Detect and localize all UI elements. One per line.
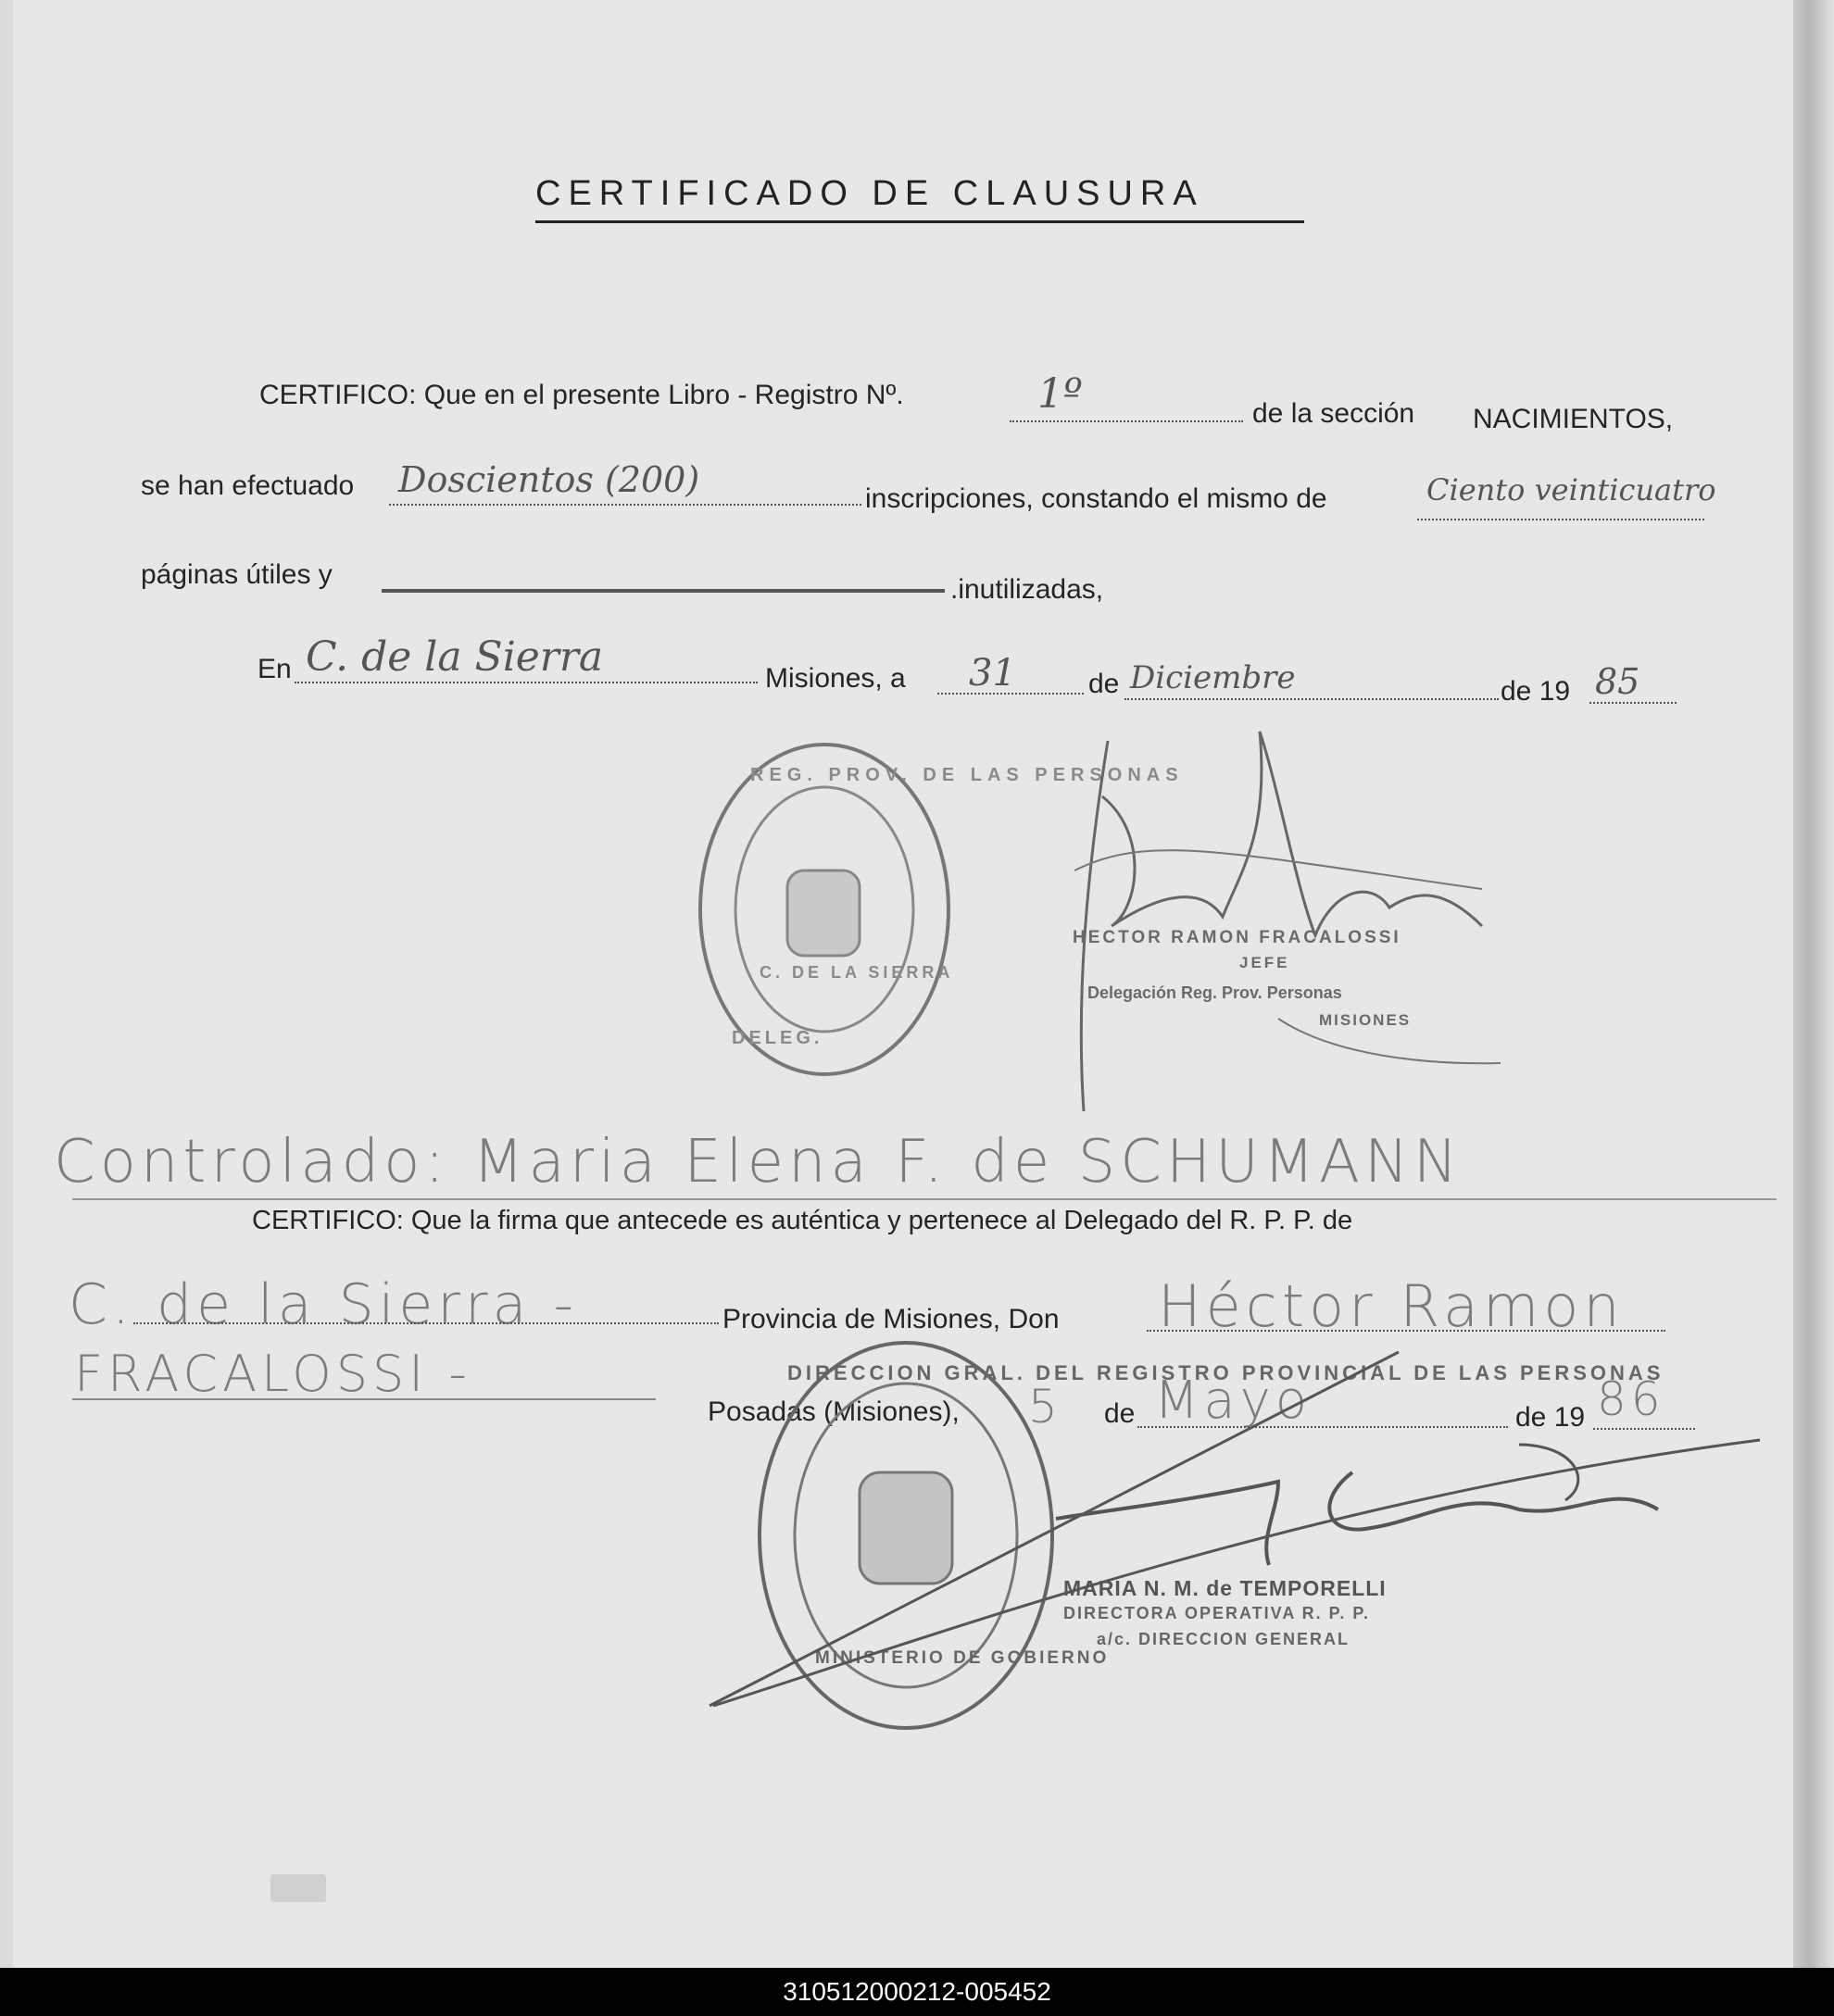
dia-hw: 31 [969, 652, 1016, 695]
cert1-line2-text: se han efectuado [141, 470, 355, 501]
first-stamp-line3: Delegación Reg. Prov. Personas [1087, 983, 1342, 1002]
cert2-line1-text: CERTIFICO: Que la firma que antecede es auténtica y pertenece al Delegado del R. P. P. de [252, 1206, 1353, 1235]
cert2-anio-hw: 86 [1597, 1372, 1665, 1426]
first-stamp-line1: HECTOR RAMON FRACALOSSI [1073, 928, 1401, 947]
first-seal-top-text: REG. PROV. DE LAS PERSONAS [750, 765, 1184, 785]
posadas-label: Posadas (Misiones), [708, 1396, 960, 1427]
cert2-provincia-text: Provincia de Misiones, Don [722, 1304, 1060, 1334]
cert1-line3-end: .inutilizadas, [950, 574, 1104, 605]
cert2-mes-hw: Mayo [1154, 1371, 1313, 1431]
first-seal-inner-text: C. DE LA SIERRA [760, 963, 954, 982]
second-stamp-line3: a/c. DIRECCION GENERAL [1097, 1630, 1350, 1648]
cert2-de19-label: de 19 [1515, 1402, 1586, 1433]
cert2-dia-hw: 5 [1028, 1380, 1062, 1434]
cert2-lugar-hw: C. de la Sierra - [69, 1272, 579, 1337]
first-stamp-line2: JEFE [1239, 954, 1290, 971]
cert1-line3-text: páginas útiles y [141, 559, 333, 590]
first-seal-bottom-text: DELEG. [732, 1028, 823, 1048]
anio-hw: 85 [1595, 661, 1640, 702]
faint-page-mark [270, 1874, 326, 1902]
controlado-hw: Controlado: Maria Elena F. de SCHUMANN [54, 1128, 1463, 1196]
first-stamp-line4: MISIONES [1319, 1011, 1412, 1029]
second-stamp-line2: DIRECTORA OPERATIVA R. P. P. [1063, 1604, 1371, 1622]
second-stamp-line1: MARIA N. M. de TEMPORELLI [1063, 1576, 1387, 1600]
paginas-hw: Ciento veinticuatro [1426, 472, 1716, 507]
cert1-section-label: de la sección [1252, 398, 1415, 429]
cert1-section-value: NACIMIENTOS, [1473, 404, 1674, 434]
document-title: CERTIFICADO DE CLAUSURA [535, 174, 1204, 213]
second-seal-inner-text: MINISTERIO DE GOBIERNO [815, 1648, 1110, 1668]
cert2-de-label: de [1104, 1398, 1136, 1429]
misiones-label: Misiones, a [765, 663, 906, 694]
inscripciones-hw: Doscientos (200) [398, 459, 700, 500]
de-label: de [1088, 669, 1120, 699]
cert1-line2-mid: inscripciones, constando el mismo de [865, 483, 1327, 514]
de19-label: de 19 [1501, 676, 1571, 707]
registro-no-hw: 1º [1037, 370, 1083, 418]
second-seal-ring-text: DIRECCION GRAL. DEL REGISTRO PROVINCIAL DE LAS PERSONAS [787, 1361, 1664, 1384]
lugar-hw: C. de la Sierra [306, 633, 604, 681]
en-label: En [258, 654, 292, 684]
footer-document-id: 310512000212-005452 [0, 1968, 1834, 2016]
cert2-apellido-hw: FRACALOSSI - [74, 1345, 471, 1403]
mes-hw: Diciembre [1130, 659, 1296, 696]
cert1-line1-text: CERTIFICO: Que en el presente Libro - Registro Nº. [259, 380, 904, 410]
cert2-don-hw: Héctor Ramon [1158, 1272, 1625, 1340]
